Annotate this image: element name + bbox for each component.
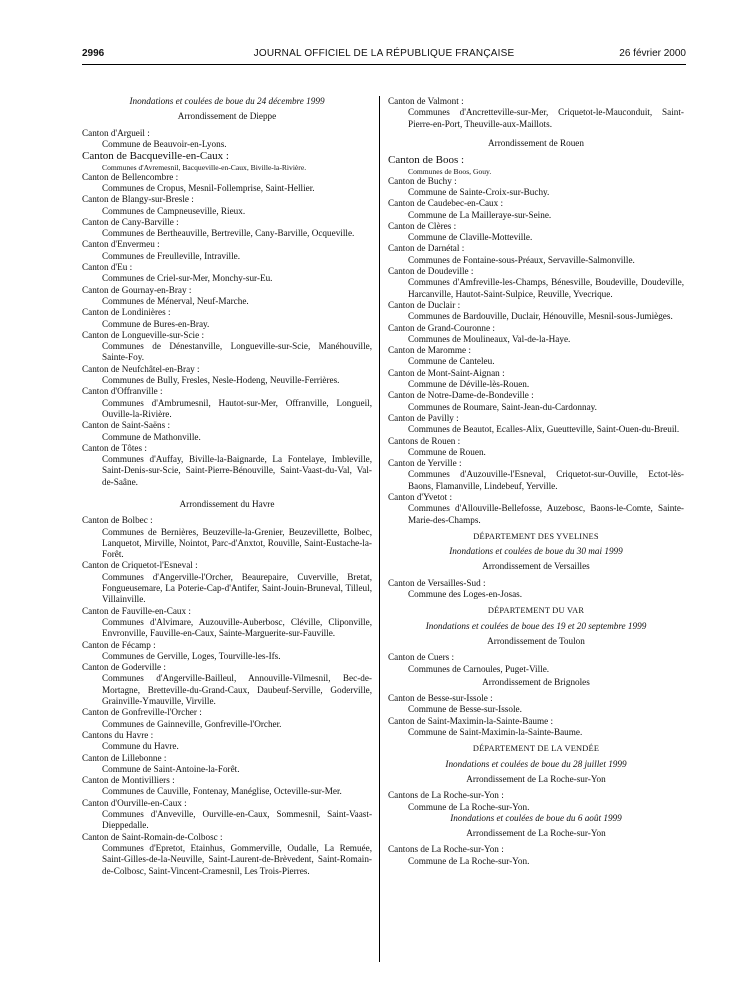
canton-name: Canton de Goderville : (82, 662, 166, 673)
communes-list: Commune de La Roche-sur-Yon. (408, 801, 530, 812)
communes-list: Commune des Loges-en-Josas. (408, 589, 523, 600)
canton-name: Cantons du Havre : (82, 729, 154, 740)
communes-list: Communes de Bardouville, Duclair, Hénouville, Mesnil-sous-Jumièges. (408, 311, 673, 322)
canton-name: Canton de Buchy : (388, 175, 457, 186)
section-title: Inondations et coulées de boue du 30 mai 1999 (449, 546, 623, 557)
canton-name: Canton de Mont-Saint-Aignan : (388, 367, 505, 378)
canton-name: Canton de Saint-Romain-de-Colbosc : (82, 831, 223, 842)
left-column (82, 96, 372, 877)
department-heading: DÉPARTEMENT DU VAR (487, 606, 585, 616)
department-heading: DÉPARTEMENT DES YVELINES (473, 531, 599, 541)
section-title: Inondations et coulées de boue du 28 juillet 1999 (445, 758, 627, 769)
canton-name: Canton de Caudebec-en-Caux : (388, 198, 504, 209)
canton-name: Canton de Lillebonne : (82, 752, 167, 763)
communes-list: Communes d'Allouville-Bellefosse, Auzebosc, Baons-le-Comte, Sainte-Marie-des-Champs. (408, 503, 684, 525)
communes-list: Communes d'Avremesnil, Bacqueville-en-Caux, Biville-la-Rivière. (102, 162, 307, 172)
communes-list: Commune de Rouen. (408, 446, 486, 457)
page-number: 2996 (82, 48, 105, 59)
canton-name: Canton de Yerville : (388, 458, 462, 469)
canton-name: Canton de Saint-Maximin-la-Sainte-Baume : (388, 715, 554, 726)
communes-list: Communes de Criel-sur-Mer, Monchy-sur-Eu. (102, 273, 273, 284)
communes-list: Communes d'Ancretteville-sur-Mer, Criquetot-le-Mauconduit, Saint-Pierre-en-Port, Theuville-aux-Maillots. (408, 107, 684, 129)
section-title: Inondations et coulées de boue du 6 août 1999 (450, 812, 622, 823)
canton-name: Canton de Besse-sur-Issole : (388, 693, 493, 704)
arrondissement-heading: Arrondissement de Toulon (487, 635, 585, 646)
communes-list: Communes de Boos, Gouy. (408, 166, 492, 176)
communes-list: Communes d'Epretot, Etainhus, Gommerville, Oudalle, La Remuée, Saint-Gilles-de-la-Neuville, Saint-Laurent-de-Brèvedent, Saint-Romain-de-Colbosc, Saint-Vincent-Cramesnil, Les Trois-Pierres. (102, 842, 372, 876)
communes-list: Communes de Ménerval, Neuf-Marche. (102, 295, 249, 306)
canton-name: Canton de Doudeville : (388, 266, 474, 277)
column-divider (379, 96, 380, 962)
communes-list: Communes de Dénestanville, Longueville-sur-Scie, Manéhouville, Sainte-Foy. (102, 341, 372, 363)
canton-name: Canton de Maromme : (388, 345, 471, 356)
canton-name: Canton de Gonfreville-l'Orcher : (82, 707, 202, 718)
communes-list: Communes d'Auffay, Biville-la-Baignarde, La Fontelaye, Imbleville, Saint-Denis-sur-Scie, Saint-Pierre-Bénouville, Saint-Vaast-du-Val, Val-de-Saâne. (102, 454, 372, 487)
communes-list: Communes de Gerville, Loges, Tourville-les-Ifs. (102, 650, 281, 661)
arrondissement-heading: Arrondissement de Brignoles (482, 676, 590, 687)
communes-list: Communes de Beautot, Ecalles-Alix, Gueutteville, Saint-Ouen-du-Breuil. (408, 424, 680, 435)
department-heading: DÉPARTEMENT DE LA VENDÉE (472, 744, 600, 754)
right-column (388, 96, 684, 867)
canton-name: Canton de Grand-Couronne : (388, 322, 495, 333)
canton-name: Canton de Bellencombre : (82, 171, 179, 182)
canton-name: Canton de Notre-Dame-de-Bondeville : (388, 390, 534, 401)
canton-name: Canton de Tôtes : (82, 442, 147, 453)
communes-list: Communes d'Alvimare, Auzouville-Auberbosc, Cléville, Cliponville, Envronville, Fauville-en-Caux, Sainte-Marguerite-sur-Fauville. (102, 616, 372, 639)
canton-name: Canton d'Eu : (82, 262, 133, 273)
canton-name: Canton de Pavilly : (388, 412, 459, 423)
canton-name: Canton de Cany-Barville : (82, 216, 179, 227)
canton-name: Cantons de Rouen : (388, 435, 461, 446)
canton-name: Canton de Montivilliers : (82, 775, 175, 786)
arrondissement-heading: Arrondissement du Havre (179, 499, 275, 509)
canton-name: Canton de Longueville-sur-Scie : (82, 329, 205, 340)
canton-name: Canton de Versailles-Sud : (388, 577, 486, 588)
arrondissement-heading: Arrondissement de La Roche-sur-Yon (466, 828, 606, 839)
canton-name: Canton de Bolbec : (82, 515, 153, 526)
communes-list: Commune de Canteleu. (408, 356, 495, 367)
header-rule (82, 64, 686, 65)
arrondissement-heading: Arrondissement de Rouen (488, 137, 584, 148)
canton-name: Canton d'Argueil : (82, 127, 150, 138)
communes-list: Communes de Gainneville, Gonfreville-l'Orcher. (102, 718, 282, 729)
communes-list: Communes de Fontaine-sous-Préaux, Servaville-Salmonville. (408, 254, 635, 265)
canton-name: Canton de Bacqueville-en-Caux : (82, 150, 229, 163)
communes-list: Commune de La Mailleraye-sur-Seine. (408, 209, 552, 220)
communes-list: Communes d'Angerville-Bailleul, Annouville-Vilmesnil, Bec-de-Mortagne, Bretteville-du-Grand-Caux, Daubeuf-Serville, Goderville, Grainville-Ymauville, Virville. (102, 673, 372, 707)
section-title: Inondations et coulées de boue des 19 et 20 septembre 1999 (425, 620, 647, 631)
communes-list: Commune de Besse-sur-Issole. (408, 704, 522, 715)
communes-list: Communes de Roumare, Saint-Jean-du-Cardonnay. (408, 401, 597, 412)
communes-list: Commune du Havre. (102, 741, 179, 752)
communes-list: Communes de Cauville, Fontenay, Manéglise, Octeville-sur-Mer. (102, 786, 342, 797)
issue-date: 26 février 2000 (619, 48, 686, 59)
communes-list: Communes de Campneuseville, Rieux. (102, 205, 246, 216)
canton-name: Canton de Saint-Saëns : (82, 420, 171, 431)
arrondissement-heading: Arrondissement de Dieppe (177, 111, 277, 122)
canton-name: Canton d'Ourville-en-Caux : (82, 797, 187, 808)
canton-name: Canton de Cuers : (388, 652, 455, 663)
canton-name: Canton de Fécamp : (82, 639, 156, 650)
communes-list: Commune de Mathonville. (102, 431, 201, 442)
canton-name: Canton de Duclair : (388, 299, 461, 310)
communes-list: Communes d'Ambrumesnil, Hautot-sur-Mer, Offranville, Longueil, Ouville-la-Rivière. (102, 397, 372, 419)
communes-list: Communes d'Anveville, Ourville-en-Caux, Sommesnil, Saint-Vaast-Dieppedalle. (102, 809, 372, 831)
canton-name: Canton de Clères : (388, 220, 457, 231)
communes-list: Commune de Saint-Maximin-la-Sainte-Baume. (408, 727, 583, 738)
canton-name: Canton de Darnétal : (388, 243, 465, 254)
canton-name: Canton d'Offranville : (82, 386, 163, 397)
communes-list: Communes de Bernières, Beuzeville-la-Grenier, Beuzevillette, Bolbec, Lanquetot, Mirville, Nointot, Parc-d'Anxtot, Rouville, Saint-Eustache-la-Forêt. (102, 526, 372, 560)
communes-list: Communes d'Amfreville-les-Champs, Bénesville, Boudeville, Doudeville, Harcanville, Hautot-Saint-Sulpice, Reuville, Yvecrique. (408, 277, 684, 299)
communes-list: Commune de Sainte-Croix-sur-Buchy. (408, 186, 550, 197)
canton-name: Canton de Gournay-en-Bray : (82, 284, 192, 295)
canton-name: Cantons de La Roche-sur-Yon : (388, 844, 504, 855)
communes-list: Commune de Déville-lès-Rouen. (408, 379, 530, 390)
communes-list: Communes de Cropus, Mesnil-Follemprise, Saint-Hellier. (102, 182, 315, 193)
journal-title: JOURNAL OFFICIEL DE LA RÉPUBLIQUE FRANÇAISE (253, 48, 515, 59)
canton-name: Cantons de La Roche-sur-Yon : (388, 790, 504, 801)
canton-name: Canton d'Envermeu : (82, 239, 160, 250)
communes-list: Communes de Bully, Fresles, Nesle-Hodeng, Neuville-Ferrières. (102, 375, 340, 386)
canton-name: Canton de Fauville-en-Caux : (82, 605, 191, 616)
canton-name: Canton de Valmont : (388, 96, 464, 106)
canton-name: Canton de Blangy-sur-Bresle : (82, 194, 194, 205)
communes-list: Communes de Freulleville, Intraville. (102, 250, 241, 261)
communes-list: Commune de Claville-Motteville. (408, 232, 533, 243)
communes-list: Communes de Bertheauville, Bertreville, Cany-Barville, Ocqueville. (102, 228, 355, 239)
communes-list: Communes de Moulineaux, Val-de-la-Haye. (408, 333, 571, 344)
communes-list: Commune de Saint-Antoine-la-Forêt. (102, 763, 240, 774)
communes-list: Communes de Carnoules, Puget-Ville. (408, 663, 550, 674)
communes-list: Communes d'Auzouville-l'Esneval, Criquetot-sur-Ouville, Ectot-lès-Baons, Flamanville, Lindebeuf, Yerville. (408, 469, 684, 491)
section-title: Inondations et coulées de boue du 24 décembre 1999 (129, 96, 325, 106)
arrondissement-heading: Arrondissement de La Roche-sur-Yon (466, 773, 606, 784)
communes-list: Communes d'Angerville-l'Orcher, Beaurepaire, Cuverville, Bretat, Fongueusemare, La Poterie-Cap-d'Antifer, Saint-Jouin-Bruneval, Tilleul, Villainville. (102, 571, 372, 605)
communes-list: Commune de La Roche-sur-Yon. (408, 855, 530, 866)
canton-name: Canton de Criquetot-l'Esneval : (82, 560, 198, 571)
canton-name: Canton de Boos : (388, 154, 465, 167)
communes-list: Commune de Bures-en-Bray. (102, 318, 210, 329)
page-header (82, 48, 686, 62)
arrondissement-heading: Arrondissement de Versailles (482, 561, 590, 572)
canton-name: Canton d'Yvetot : (388, 492, 453, 502)
communes-list: Commune de Beauvoir-en-Lyons. (102, 138, 227, 149)
canton-name: Canton de Londinières : (82, 307, 171, 318)
canton-name: Canton de Neufchâtel-en-Bray : (82, 363, 200, 374)
